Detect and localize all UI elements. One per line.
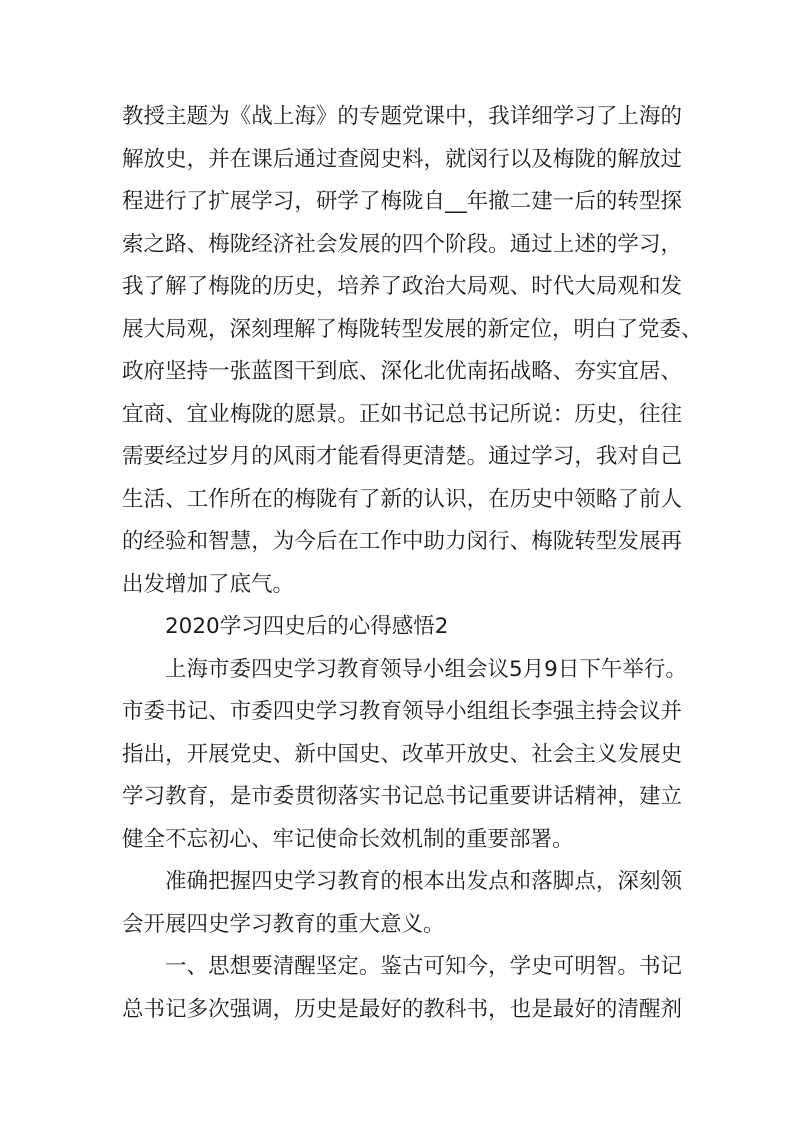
text-line: 政府坚持一张蓝图干到底、深化北优南拓战略、夯实宜居、 [122, 359, 682, 384]
text-line: 上海市委四史学习教育领导小组会议5月9日下午举行。 [165, 657, 687, 682]
text-line: 宜商、宜业梅陇的愿景。正如书记总书记所说：历史，往往 [122, 402, 682, 427]
text-line: 指出，开展党史、新中国史、改革开放史、社会主义发展史 [122, 742, 682, 767]
text-line: 我了解了梅陇的历史，培养了政治大局观、时代大局观和发 [122, 274, 682, 299]
text-line: 会开展四史学习教育的重大意义。 [122, 912, 445, 937]
text-line: 需要经过岁月的风雨才能看得更清楚。通过学习，我对自己 [122, 444, 682, 469]
text-line: 的经验和智慧，为今后在工作中助力闵行、梅陇转型发展再 [122, 529, 682, 554]
text-line: 解放史，并在课后通过查阅史料，就闵行以及梅陇的解放过 [122, 147, 682, 172]
text-line: 健全不忘初心、牢记使命长效机制的重要部署。 [122, 827, 574, 852]
text-line: 总书记多次强调，历史是最好的教科书，也是最好的清醒剂 [122, 997, 682, 1022]
text-line: 学习教育，是市委贯彻落实书记总书记重要讲话精神，建立 [122, 784, 682, 809]
text-line: 准确把握四史学习教育的根本出发点和落脚点，深刻领 [165, 869, 682, 894]
section-heading: 2020学习四史后的心得感悟2 [165, 614, 449, 639]
text-line: 展大局观，深刻理解了梅陇转型发展的新定位，明白了党委、 [122, 317, 703, 342]
text-line: 程进行了扩展学习，研学了梅陇自__年撤二建一后的转型探 [122, 189, 682, 214]
text-line: 教授主题为《战上海》的专题党课中，我详细学习了上海的 [122, 104, 682, 129]
text-line: 出发增加了底气。 [122, 572, 295, 597]
text-line: 索之路、梅陇经济社会发展的四个阶段。通过上述的学习， [122, 232, 682, 257]
text-line: 市委书记、市委四史学习教育领导小组组长李强主持会议并 [122, 699, 682, 724]
text-line: 生活、工作所在的梅陇有了新的认识，在历史中领略了前人 [122, 487, 682, 512]
text-line: 一、思想要清醒坚定。鉴古可知今，学史可明智。书记 [165, 954, 682, 979]
